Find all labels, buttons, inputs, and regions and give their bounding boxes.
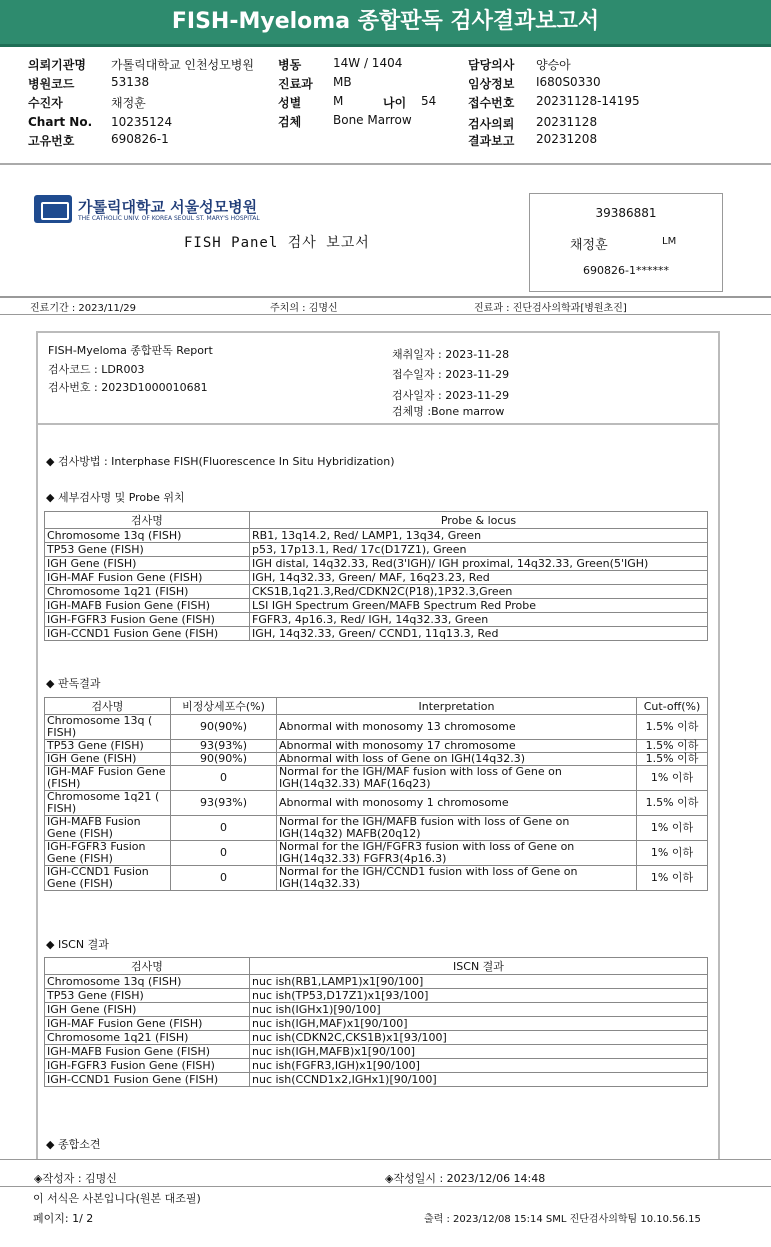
report-body (36, 331, 720, 1159)
probe-cell: IGH, 14q32.33, Green/ MAF, 16q23.23, Red (250, 571, 708, 585)
probe-section-title: ◆ 세부검사명 및 Probe 위치 (46, 491, 185, 504)
probe-row (45, 613, 708, 627)
report-label: 결과보고 (468, 134, 515, 148)
iscn-row (45, 1003, 708, 1017)
result-cell: Normal for the IGH/FGFR3 fusion with loss of Gene on IGH(14q32.33) FGFR3(4p16.3) (277, 841, 637, 866)
probe-row (45, 599, 708, 613)
probe-row (45, 571, 708, 585)
probe-header-locus: Probe & locus (250, 512, 708, 529)
chart-value: 10235124 (111, 115, 173, 129)
probe-row (45, 585, 708, 599)
request-label: 검사의뢰 (468, 117, 515, 131)
patient-header (28, 56, 748, 152)
patient-label: 수진자 (28, 96, 63, 110)
inst-label: 의뢰기관명 (28, 58, 86, 72)
result-cell: 1.5% 이하 (637, 740, 708, 753)
iscn-cell: IGH-CCND1 Fusion Gene (FISH) (45, 1073, 250, 1087)
patient-id-box (529, 193, 723, 292)
sex-label: 성별 (278, 96, 302, 110)
probe-cell: p53, 17p13.1, Red/ 17c(D17Z1), Green (250, 543, 708, 557)
report-receive: 접수일자 : 2023-11-29 (392, 368, 510, 381)
probe-cell: IGH distal, 14q32.33, Red(3'IGH)/ IGH proximal, 14q32.33, Green(5'IGH) (250, 557, 708, 571)
result-cell: IGH-FGFR3 Fusion Gene (FISH) (45, 841, 171, 866)
footer-date: ◈작성일시 : 2023/12/06 14:48 (385, 1172, 546, 1185)
result-cell: IGH-MAFB Fusion Gene (FISH) (45, 816, 171, 841)
report-banner-title: FISH-Myeloma 종합판독 검사결과보고서 (0, 0, 771, 47)
probe-row (45, 627, 708, 641)
doctor-label: 담당의사 (468, 58, 515, 72)
result-cell: Chromosome 1q21 ( FISH) (45, 791, 171, 816)
iscn-cell: IGH Gene (FISH) (45, 1003, 250, 1017)
iscn-cell: IGH-MAFB Fusion Gene (FISH) (45, 1045, 250, 1059)
result-cell: Normal for the IGH/MAFB fusion with loss of Gene on IGH(14q32) MAFB(20q12) (277, 816, 637, 841)
report-number: 검사번호 : 2023D1000010681 (48, 381, 208, 394)
result-row (45, 791, 708, 816)
iscn-cell: Chromosome 13q (FISH) (45, 975, 250, 989)
result-row (45, 866, 708, 891)
header-divider (0, 163, 771, 165)
result-cell: 93(93%) (171, 791, 277, 816)
probe-cell: IGH-FGFR3 Fusion Gene (FISH) (45, 613, 250, 627)
result-cell: Abnormal with monosomy 13 chromosome (277, 715, 637, 740)
result-cell: 1.5% 이하 (637, 791, 708, 816)
ward-label: 병동 (278, 58, 302, 72)
result-row (45, 715, 708, 740)
probe-cell: Chromosome 13q (FISH) (45, 529, 250, 543)
specimen-value: Bone Marrow (333, 113, 412, 127)
iscn-row (45, 1031, 708, 1045)
summary-title: ◆ 종합소견 (46, 1138, 101, 1151)
patient-value: 채정훈 (111, 96, 146, 110)
probe-cell: TP53 Gene (FISH) (45, 543, 250, 557)
report-code: 검사코드 : LDR003 (48, 363, 145, 376)
id-tag: LM (662, 236, 677, 247)
iscn-cell: nuc ish(IGH,MAF)x1[90/100] (250, 1017, 708, 1031)
result-cell: Abnormal with monosomy 17 chromosome (277, 740, 637, 753)
result-row (45, 766, 708, 791)
probe-row (45, 543, 708, 557)
probe-cell: RB1, 13q14.2, Red/ LAMP1, 13q34, Green (250, 529, 708, 543)
id-rrn: 690826-1****** (583, 264, 669, 277)
doctor-value: 양승아 (536, 58, 571, 72)
result-cell: 93(93%) (171, 740, 277, 753)
result-cell: TP53 Gene (FISH) (45, 740, 171, 753)
id-name: 채정훈 (570, 238, 608, 253)
result-row (45, 816, 708, 841)
sex-value: M (333, 94, 344, 108)
iscn-row (45, 975, 708, 989)
ward-value: 14W / 1404 (333, 56, 403, 70)
iscn-header-result: ISCN 결과 (250, 958, 708, 975)
footer-page: 페이지: 1/ 2 (33, 1212, 94, 1225)
iscn-cell: nuc ish(CCND1x2,IGHx1)[90/100] (250, 1073, 708, 1087)
probe-header-name: 검사명 (45, 512, 250, 529)
probe-cell: FGFR3, 4p16.3, Red/ IGH, 14q32.33, Green (250, 613, 708, 627)
iscn-cell: Chromosome 1q21 (FISH) (45, 1031, 250, 1045)
report-header (38, 333, 718, 425)
chart-label: Chart No. (28, 115, 93, 129)
iscn-row (45, 1017, 708, 1031)
meta-top-divider (0, 296, 771, 298)
receipt-label: 접수번호 (468, 96, 515, 110)
inst-value: 가톨릭대학교 인천성모병원 (111, 58, 254, 72)
meta-dept: 진료과 : 진단검사의학과[병원초진] (474, 303, 627, 314)
clinical-label: 임상정보 (468, 77, 515, 91)
result-cell: Abnormal with loss of Gene on IGH(14q32.3) (277, 753, 637, 766)
receipt-value: 20231128-14195 (536, 94, 640, 108)
uid-label: 고유번호 (28, 134, 75, 148)
iscn-cell: nuc ish(IGH,MAFB)x1[90/100] (250, 1045, 708, 1059)
footer-copy-note: 이 서식은 사본입니다(원본 대조필) (33, 1192, 201, 1205)
result-header-count: 비정상세포수(%) (171, 698, 277, 715)
result-cell: IGH-CCND1 Fusion Gene (FISH) (45, 866, 171, 891)
iscn-row (45, 989, 708, 1003)
result-section-title: ◆ 판독결과 (46, 677, 101, 690)
result-cell: 1% 이하 (637, 816, 708, 841)
probe-row (45, 557, 708, 571)
result-cell: 0 (171, 841, 277, 866)
result-cell: 1% 이하 (637, 841, 708, 866)
result-cell: Abnormal with monosomy 1 chromosome (277, 791, 637, 816)
result-cell: 0 (171, 866, 277, 891)
result-row (45, 753, 708, 766)
result-cell: 0 (171, 766, 277, 791)
id-number: 39386881 (595, 206, 657, 220)
probe-cell: Chromosome 1q21 (FISH) (45, 585, 250, 599)
report-collect: 채취일자 : 2023-11-28 (392, 348, 510, 361)
meta-attending: 주치의 : 김명신 (270, 303, 338, 314)
dept-label: 진료과 (278, 77, 313, 91)
result-cell: IGH-MAF Fusion Gene (FISH) (45, 766, 171, 791)
iscn-cell: nuc ish(TP53,D17Z1)x1[93/100] (250, 989, 708, 1003)
result-table (44, 697, 708, 891)
probe-cell: CKS1B,1q21.3,Red/CDKN2C(P18),1P32.3,Green (250, 585, 708, 599)
result-cell: Normal for the IGH/MAF fusion with loss of Gene on IGH(14q32.33) MAF(16q23) (277, 766, 637, 791)
iscn-cell: nuc ish(RB1,LAMP1)x1[90/100] (250, 975, 708, 989)
result-cell: Normal for the IGH/CCND1 fusion with loss of Gene on IGH(14q32.33) (277, 866, 637, 891)
clinical-value: I680S0330 (536, 75, 601, 89)
result-cell: 1.5% 이하 (637, 753, 708, 766)
report-specimen: 검체명 :Bone marrow (392, 405, 505, 418)
hospital-logo (34, 195, 260, 225)
iscn-cell: nuc ish(CDKN2C,CKS1B)x1[93/100] (250, 1031, 708, 1045)
footer-author: ◈작성자 : 김명신 (34, 1172, 117, 1185)
result-cell: 1% 이하 (637, 866, 708, 891)
iscn-row (45, 1059, 708, 1073)
probe-table (44, 511, 708, 641)
hospital-emblem-icon (34, 195, 72, 223)
specimen-label: 검체 (278, 115, 302, 129)
probe-cell: IGH Gene (FISH) (45, 557, 250, 571)
iscn-cell: nuc ish(IGHx1)[90/100] (250, 1003, 708, 1017)
result-cell: IGH Gene (FISH) (45, 753, 171, 766)
result-cell: 1.5% 이하 (637, 715, 708, 740)
code-value: 53138 (111, 75, 150, 89)
result-header-cutoff: Cut-off(%) (637, 698, 708, 715)
iscn-section-title: ◆ ISCN 결과 (46, 938, 109, 951)
iscn-cell: IGH-FGFR3 Fusion Gene (FISH) (45, 1059, 250, 1073)
iscn-table (44, 957, 708, 1087)
uid-value: 690826-1 (111, 132, 169, 146)
iscn-row (45, 1073, 708, 1087)
age-label: 나이 (383, 96, 407, 110)
result-cell: Chromosome 13q ( FISH) (45, 715, 171, 740)
dept-value: MB (333, 75, 352, 89)
result-cell: 1% 이하 (637, 766, 708, 791)
result-cell: 0 (171, 816, 277, 841)
probe-cell: LSI IGH Spectrum Green/MAFB Spectrum Red Probe (250, 599, 708, 613)
result-row (45, 841, 708, 866)
iscn-row (45, 1045, 708, 1059)
meta-period: 진료기간 : 2023/11/29 (30, 303, 137, 314)
code-label: 병원코드 (28, 77, 75, 91)
iscn-cell: IGH-MAF Fusion Gene (FISH) (45, 1017, 250, 1031)
result-header-interp: Interpretation (277, 698, 637, 715)
iscn-cell: nuc ish(FGFR3,IGH)x1[90/100] (250, 1059, 708, 1073)
result-header-name: 검사명 (45, 698, 171, 715)
iscn-header-name: 검사명 (45, 958, 250, 975)
report-test: 검사일자 : 2023-11-29 (392, 389, 510, 402)
panel-title: FISH Panel 검사 보고서 (184, 235, 370, 251)
request-value: 20231128 (536, 115, 598, 129)
probe-cell: IGH, 14q32.33, Green/ CCND1, 11q13.3, Red (250, 627, 708, 641)
result-cell: 90(90%) (171, 753, 277, 766)
hospital-subtitle: THE CATHOLIC UNIV. OF KOREA SEOUL ST. MARY'S HOSPITAL (78, 215, 260, 222)
probe-cell: IGH-MAFB Fusion Gene (FISH) (45, 599, 250, 613)
meta-bottom-divider (0, 314, 771, 315)
probe-cell: IGH-MAF Fusion Gene (FISH) (45, 571, 250, 585)
method-text: ◆ 검사방법 : Interphase FISH(Fluorescence In Situ Hybridization) (46, 455, 395, 468)
footer-divider-2 (0, 1186, 771, 1187)
footer-divider (0, 1159, 771, 1160)
result-row (45, 740, 708, 753)
probe-cell: IGH-CCND1 Fusion Gene (FISH) (45, 627, 250, 641)
result-cell: 90(90%) (171, 715, 277, 740)
iscn-cell: TP53 Gene (FISH) (45, 989, 250, 1003)
age-value: 54 (421, 94, 437, 108)
probe-row (45, 529, 708, 543)
report-title: FISH-Myeloma 종합판독 Report (48, 344, 213, 357)
hospital-name: 가톨릭대학교 서울성모병원 (78, 198, 258, 216)
footer-printed: 출력 : 2023/12/08 15:14 SML 진단검사의학팀 10.10.56.15 (424, 1214, 701, 1225)
report-value: 20231208 (536, 132, 598, 146)
